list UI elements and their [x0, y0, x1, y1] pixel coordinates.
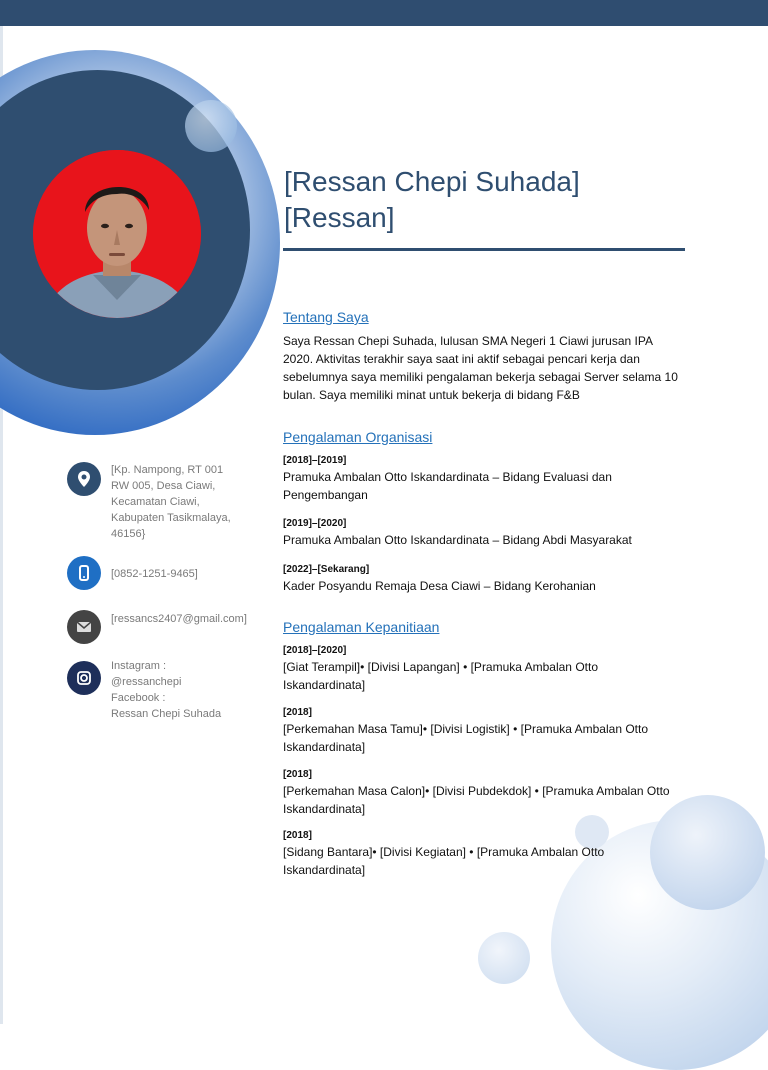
entry-date: [2018] [283, 830, 312, 841]
entry-description: Pramuka Ambalan Otto Iskandardinata – Bidang Evaluasi dan Pengembangan [283, 470, 612, 502]
name-line-2: [Ressan] [284, 202, 395, 233]
name-divider [283, 248, 685, 251]
organization-entry [283, 563, 683, 595]
instagram-handle[interactable]: @ressanchepi [111, 676, 182, 688]
entry-date: [2019]–[2020] [283, 518, 347, 529]
social-media-icon [67, 661, 101, 695]
profile-photo-illustration [33, 150, 201, 318]
entry-description: Pramuka Ambalan Otto Iskandardinata – Bidang Abdi Masyarakat [283, 533, 632, 547]
organization-title: Pengalaman Organisasi [283, 429, 433, 445]
address-text: [Kp. Nampong, RT 001 RW 005, Desa Ciawi, Kecamatan Ciawi, Kabupaten Tasikmalaya, 46156} [111, 464, 231, 540]
committee-entry [283, 768, 683, 818]
instagram-label: Instagram : [111, 660, 167, 672]
entry-date: [2018] [283, 769, 312, 780]
committee-entry [283, 644, 683, 694]
phone-icon [67, 556, 101, 590]
email-text[interactable]: [ressancs2407@gmail.com] [111, 613, 247, 625]
decorative-bubble-small [478, 932, 530, 984]
candidate-name [284, 164, 704, 236]
entry-description: [Giat Terampil]• [Divisi Lapangan] • [Pramuka Ambalan Otto Iskandardinata] [283, 660, 598, 692]
top-banner [0, 0, 768, 26]
entry-date: [2022]–[Sekarang] [283, 564, 370, 575]
entry-description: [Sidang Bantara]• [Divisi Kegiatan] • [Pramuka Ambalan Otto Iskandardinata] [283, 845, 605, 877]
entry-date: [2018]–[2020] [283, 645, 347, 656]
facebook-name[interactable]: Ressan Chepi Suhada [111, 708, 222, 720]
committee-title: Pengalaman Kepanitiaan [283, 619, 440, 635]
organization-entry [283, 454, 683, 504]
facebook-label: Facebook : [111, 692, 166, 704]
phone-text[interactable]: [0852-1251-9465] [111, 568, 198, 580]
entry-date: [2018] [283, 707, 312, 718]
organization-entry [283, 517, 683, 549]
entry-description: [Perkemahan Masa Tamu]• [Divisi Logistik] • [Pramuka Ambalan Otto Iskandardinata] [283, 722, 648, 754]
location-pin-icon [67, 462, 101, 496]
entry-date: [2018]–[2019] [283, 455, 347, 466]
decorative-small-bubble [185, 100, 237, 152]
committee-entry [283, 829, 683, 879]
name-line-1: [Ressan Chepi Suhada] [284, 166, 580, 197]
about-title: Tentang Saya [283, 309, 369, 325]
committee-entry [283, 706, 683, 756]
profile-photo [33, 150, 201, 318]
social-media-text [111, 658, 241, 722]
about-text: Saya Ressan Chepi Suhada, lulusan SMA Negeri 1 Ciawi jurusan IPA 2020. Aktivitas terakhir saya saat ini aktif sebagai pencari kerja dan sebelumnya saya memiliki pengalaman bekerja sebagai Server selama 10 bulan. Saya memiliki minat untuk bekerja di bidang F&B [283, 334, 678, 402]
email-icon [67, 610, 101, 644]
entry-description: [Perkemahan Masa Calon]• [Divisi Pubdekdok] • [Pramuka Ambalan Otto Iskandardinata] [283, 784, 670, 816]
entry-description: Kader Posyandu Remaja Desa Ciawi – Bidang Kerohanian [283, 579, 596, 593]
